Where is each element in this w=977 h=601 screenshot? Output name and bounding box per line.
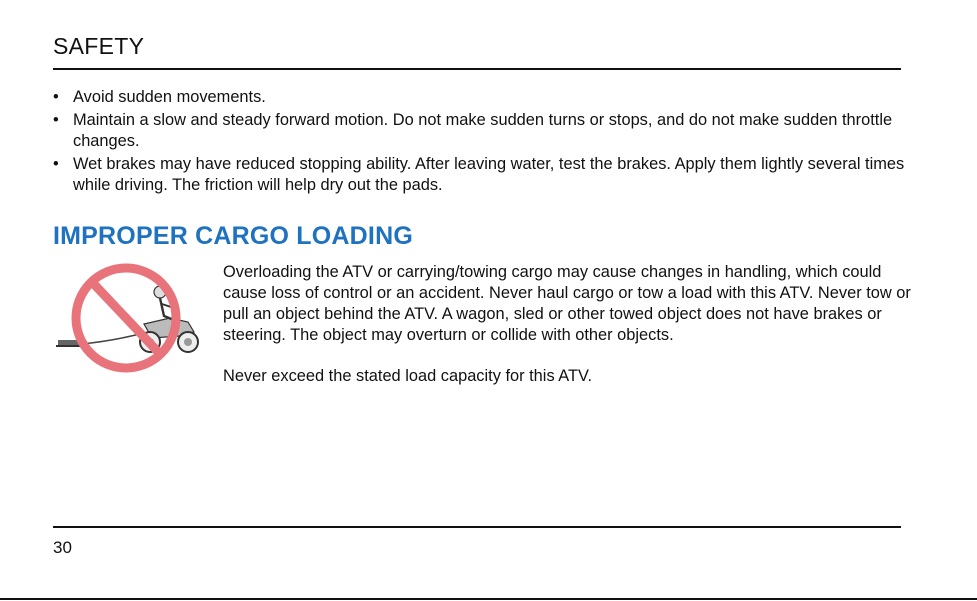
footer-divider	[53, 526, 901, 528]
section-heading: IMPROPER CARGO LOADING	[53, 222, 413, 250]
bullet-dot: •	[53, 111, 59, 129]
bullet-text: Wet brakes may have reduced stopping ability. After leaving water, test the brakes. Apply them lightly several times while driving. The friction will help dry out the pads.	[73, 155, 905, 194]
bullet-item	[53, 110, 913, 152]
page-number: 30	[53, 538, 72, 557]
bullet-item	[53, 87, 913, 108]
header-divider	[53, 68, 901, 70]
no-towing-prohibition-icon	[52, 262, 212, 378]
bullet-text: Maintain a slow and steady forward motion. Do not make sudden turns or stops, and do not make sudden throttle changes.	[73, 111, 893, 150]
section-paragraph: Never exceed the stated load capacity for this ATV.	[223, 367, 592, 385]
section-paragraph: Overloading the ATV or carrying/towing cargo may cause changes in handling, which could cause loss of control or an accident. Never haul cargo or tow a load with this ATV. Never tow or pull an object behind the ATV. A wagon, sled or other towed object does not have brakes or steering. The object may overturn or collide with other objects.	[223, 263, 911, 344]
page-section-title: SAFETY	[53, 33, 145, 59]
bullet-dot: •	[53, 155, 59, 173]
page-edge-divider	[0, 598, 977, 600]
bullet-dot: •	[53, 88, 59, 106]
bullet-text: Avoid sudden movements.	[73, 88, 266, 106]
bullet-item	[53, 154, 913, 196]
safety-bullet-list	[53, 87, 913, 198]
section-body	[223, 262, 913, 407]
